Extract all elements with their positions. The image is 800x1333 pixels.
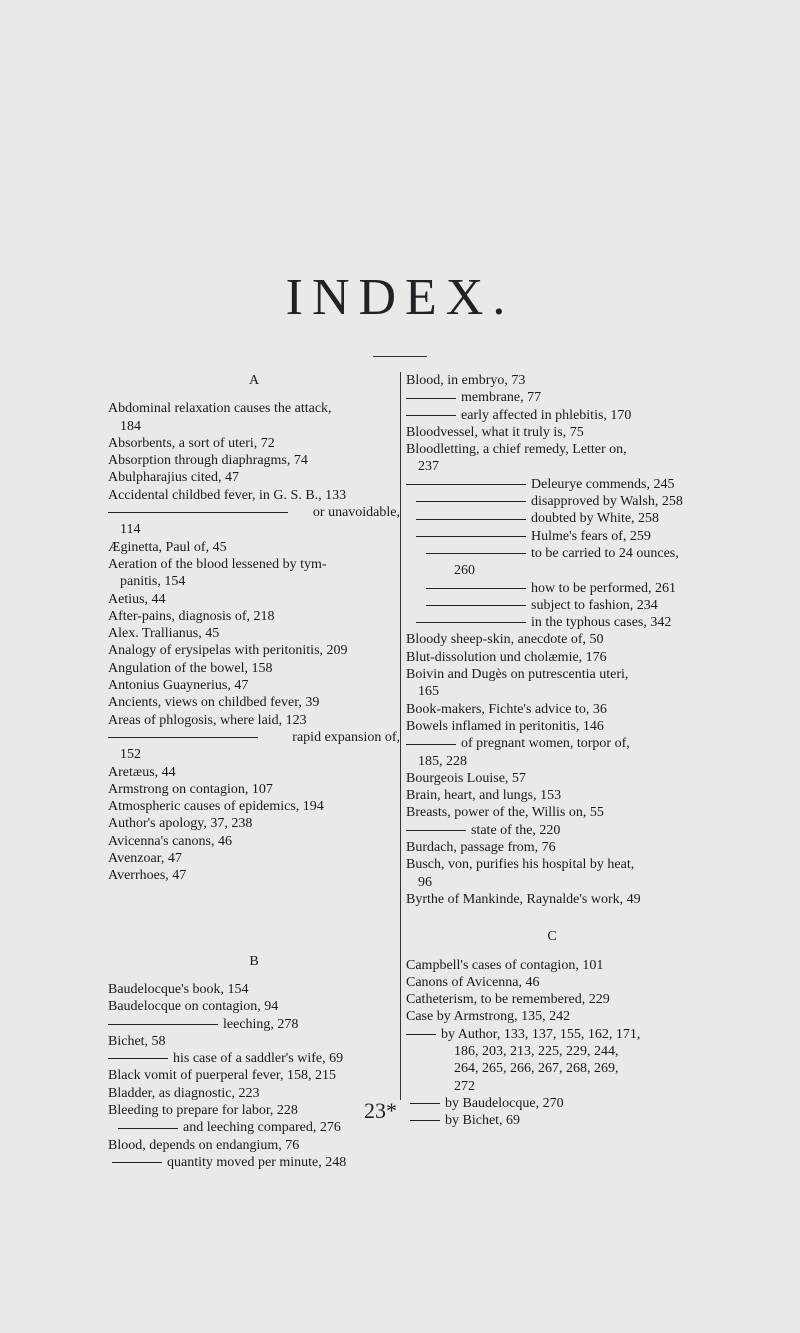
index-entry: Burdach, passage from, 76 xyxy=(406,840,556,856)
index-entry-cont: 272 xyxy=(454,1078,475,1094)
index-subentry: membrane, 77 xyxy=(406,389,698,406)
index-subentry: subject to fashion, 234 xyxy=(406,597,698,614)
index-subentry: Deleurye commends, 245 xyxy=(406,476,698,493)
index-entry: Baudelocque on contagion, 94 xyxy=(108,999,279,1015)
index-entry: Bourgeois Louise, 57 xyxy=(406,770,526,786)
index-subentry: quantity moved per minute, 248 xyxy=(108,1154,400,1171)
index-entry: Absorption through diaphragms, 74 xyxy=(108,453,308,469)
index-entry-cont: panitis, 154 xyxy=(120,574,186,590)
index-entry: Avenzoar, 47 xyxy=(108,851,182,867)
index-subentry: of pregnant women, torpor of, xyxy=(406,735,698,752)
index-entry: Black vomit of puerperal fever, 158, 215 xyxy=(108,1068,337,1084)
index-entry: Abdominal relaxation causes the attack, xyxy=(108,401,332,417)
index-subentry: or unavoidable, xyxy=(108,504,400,521)
index-entry-cont: 96 xyxy=(418,874,432,890)
index-entry-cont: 237 xyxy=(418,459,439,475)
index-entry: Averrhoes, 47 xyxy=(108,868,187,884)
index-entry: Antonius Guaynerius, 47 xyxy=(108,678,249,694)
index-subentry: and leeching compared, 276 xyxy=(108,1119,400,1136)
index-entry: Bowels inflamed in peritonitis, 146 xyxy=(406,718,604,734)
index-subentry: by Baudelocque, 270 xyxy=(406,1095,698,1112)
index-entry-cont: 114 xyxy=(120,522,141,538)
index-entry: Blood, in embryo, 73 xyxy=(406,373,526,388)
index-entry: Bladder, as diagnostic, 223 xyxy=(108,1085,260,1101)
index-entry: Case by Armstrong, 135, 242 xyxy=(406,1009,571,1025)
index-entry: Brain, heart, and lungs, 153 xyxy=(406,788,562,804)
index-subentry: disapproved by Walsh, 258 xyxy=(406,493,698,510)
index-entry: Baudelocque's book, 154 xyxy=(108,981,249,997)
index-entry: Analogy of erysipelas with peritonitis, 209 xyxy=(108,643,348,659)
index-entry: Æginetta, Paul of, 45 xyxy=(108,539,227,555)
right-column xyxy=(406,372,698,1129)
index-entry: Byrthe of Mankinde, Raynalde's work, 49 xyxy=(406,891,641,907)
index-entry-cont: 185, 228 xyxy=(418,753,467,769)
index-entry: Canons of Avicenna, 46 xyxy=(406,974,540,990)
index-entry: Armstrong on contagion, 107 xyxy=(108,781,273,797)
index-entry: Bloody sheep-skin, anecdote of, 50 xyxy=(406,632,604,648)
index-subentry: doubted by White, 258 xyxy=(406,510,698,527)
index-entry: Aeration of the blood lessened by tym- xyxy=(108,556,327,572)
index-entry-cont: 184 xyxy=(120,418,141,434)
page-number: 23* xyxy=(364,1098,397,1123)
index-entry: Abulpharajius cited, 47 xyxy=(108,470,240,486)
index-entry-cont: 264, 265, 266, 267, 268, 269, xyxy=(454,1061,619,1077)
title-rule xyxy=(373,356,427,357)
index-entry: Bloodletting, a chief remedy, Letter on, xyxy=(406,442,627,458)
index-entry: Aretæus, 44 xyxy=(108,764,176,780)
index-subentry: early affected in phlebitis, 170 xyxy=(406,407,698,424)
left-column xyxy=(108,372,400,1171)
index-subentry: rapid expansion of, xyxy=(108,729,400,746)
index-subentry: Hulme's fears of, 259 xyxy=(406,528,698,545)
index-entry: Areas of phlogosis, where laid, 123 xyxy=(108,712,307,728)
section-letter-c: C xyxy=(547,929,557,945)
index-entry: Blut-dissolution und cholæmie, 176 xyxy=(406,649,607,665)
index-entry: Avicenna's canons, 46 xyxy=(108,833,232,849)
index-entry-cont: 186, 203, 213, 225, 229, 244, xyxy=(454,1043,619,1059)
index-entry: Campbell's cases of contagion, 101 xyxy=(406,957,604,973)
index-subentry: leeching, 278 xyxy=(108,1016,400,1033)
index-subentry: state of the, 220 xyxy=(406,822,698,839)
index-entry: Ancients, views on childbed fever, 39 xyxy=(108,695,320,711)
section-letter-a: A xyxy=(248,373,260,388)
index-entry: Atmospheric causes of epidemics, 194 xyxy=(108,799,324,815)
index-entry: Alex. Trallianus, 45 xyxy=(108,626,220,642)
index-entry-cont: 260 xyxy=(454,563,475,579)
index-entry: Author's apology, 37, 238 xyxy=(108,816,253,832)
index-entry: Catheterism, to be remembered, 229 xyxy=(406,992,610,1008)
index-subentry: in the typhous cases, 342 xyxy=(406,614,698,631)
index-entry: Busch, von, purifies his hospital by heat, xyxy=(406,857,635,873)
index-entry: Aetius, 44 xyxy=(108,591,166,607)
index-subentry: his case of a saddler's wife, 69 xyxy=(108,1050,400,1067)
index-entry: Bleeding to prepare for labor, 228 xyxy=(108,1102,298,1118)
index-subentry: by Author, 133, 137, 155, 162, 171, xyxy=(406,1026,698,1043)
index-entry: Book-makers, Fichte's advice to, 36 xyxy=(406,701,607,717)
index-entry: Boivin and Dugès on putrescentia uteri, xyxy=(406,667,629,683)
index-subentry: by Bichet, 69 xyxy=(406,1112,698,1129)
index-subentry: to be carried to 24 ounces, xyxy=(406,545,698,562)
index-subentry: how to be performed, 261 xyxy=(406,580,698,597)
page-title: INDEX. xyxy=(285,269,515,326)
index-entry: Absorbents, a sort of uteri, 72 xyxy=(108,435,275,451)
column-divider xyxy=(400,372,401,1100)
index-entry-cont: 152 xyxy=(120,747,141,763)
index-entry: Bichet, 58 xyxy=(108,1033,166,1049)
index-entry: After-pains, diagnosis of, 218 xyxy=(108,608,275,624)
index-entry: Breasts, power of the, Willis on, 55 xyxy=(406,805,604,821)
section-letter-b: B xyxy=(249,953,259,969)
index-entry: Angulation of the bowel, 158 xyxy=(108,660,273,676)
index-entry-cont: 165 xyxy=(418,684,439,700)
index-entry: Blood, depends on endangium, 76 xyxy=(108,1137,300,1153)
index-entry: Accidental childbed fever, in G. S. B., 133 xyxy=(108,487,347,503)
index-entry: Bloodvessel, what it truly is, 75 xyxy=(406,424,584,440)
